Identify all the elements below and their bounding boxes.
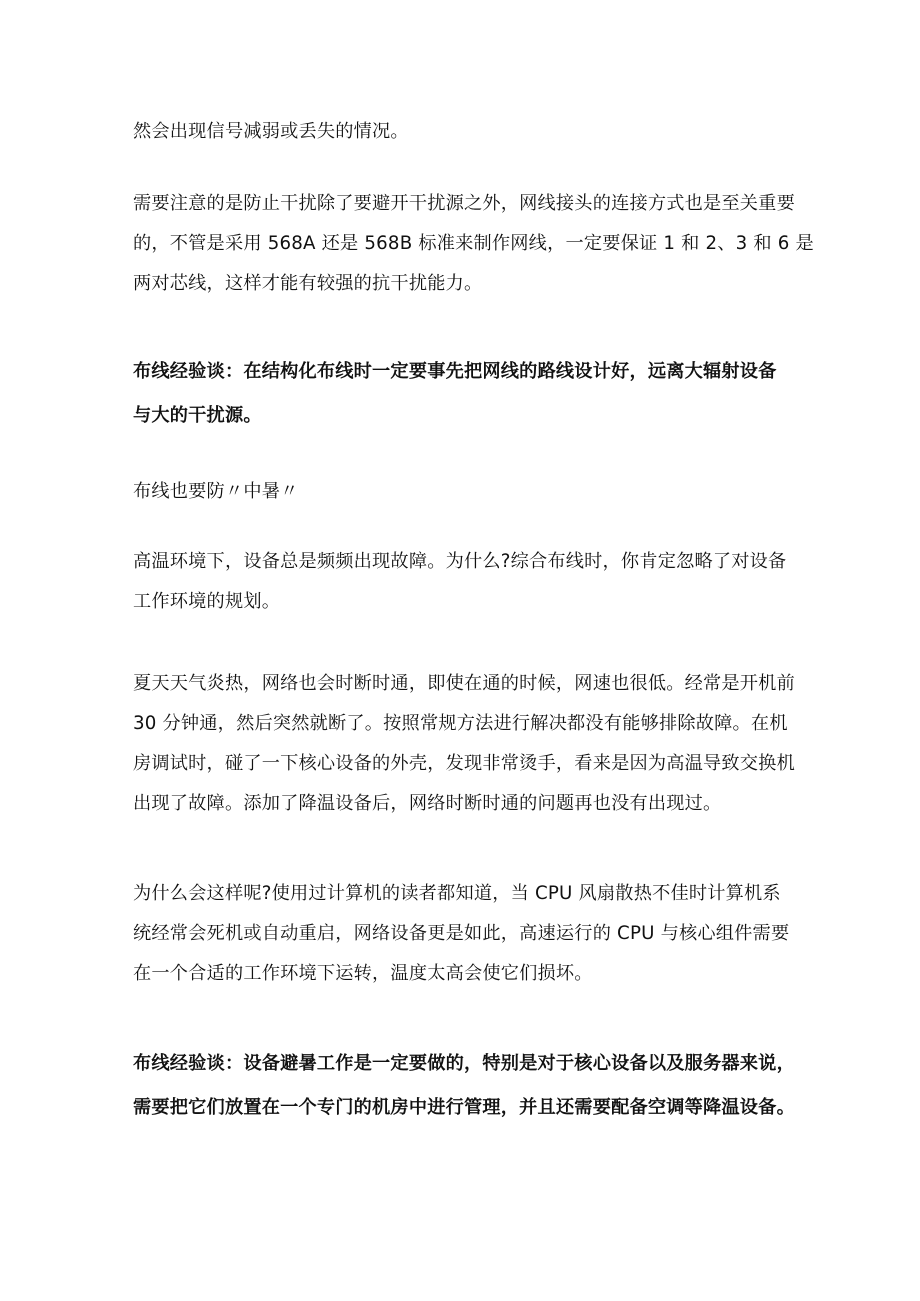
text-line: 出现了故障。添加了降温设备后，网络时断时通的问题再也没有出现过。 xyxy=(133,793,722,814)
text-line: 布线经验谈：在结构化布线时一定要事先把网线的路线设计好，远离大辐射设备 xyxy=(133,361,777,382)
text-line: 与大的干扰源。 xyxy=(133,405,262,426)
paragraph-summer-network xyxy=(133,664,797,824)
text-line: 为什么会这样呢?使用过计算机的读者都知道，当 CPU 风扇散热不佳时计算机系 xyxy=(133,883,781,904)
paragraph-cpu-cooling xyxy=(133,874,797,994)
paragraph-tip-route-planning xyxy=(133,350,797,438)
paragraph-signal-loss xyxy=(133,112,797,152)
paragraph-interference-wiring xyxy=(133,184,814,304)
section-heading-heatstroke xyxy=(133,472,797,512)
text-line: 布线经验谈：设备避暑工作是一定要做的，特别是对于核心设备以及服务器来说， xyxy=(133,1053,795,1074)
text-line: 30 分钟通，然后突然就断了。按照常规方法进行解决都没有能够排除故障。在机 xyxy=(133,713,788,734)
text-line: 布线也要防〃中暑〃 xyxy=(133,481,299,502)
paragraph-high-temperature xyxy=(133,542,797,622)
text-line: 在一个合适的工作环境下运转，温度太高会使它们损坏。 xyxy=(133,963,593,984)
text-line: 工作环境的规划。 xyxy=(133,591,281,612)
text-line: 的，不管是采用 568A 还是 568B 标准来制作网线，一定要保证 1 和 2、3 和 6 是 xyxy=(133,233,814,254)
text-line: 夏天天气炎热，网络也会时断时通，即使在通的时候，网速也很低。经常是开机前 xyxy=(133,673,795,694)
text-line: 需要注意的是防止干扰除了要避开干扰源之外，网线接头的连接方式也是至关重要 xyxy=(133,193,795,214)
text-line: 房调试时，碰了一下核心设备的外壳，发现非常烫手，看来是因为高温导致交换机 xyxy=(133,753,795,774)
text-line: 两对芯线，这样才能有较强的抗干扰能力。 xyxy=(133,273,483,294)
text-line: 高温环境下，设备总是频频出现故障。为什么?综合布线时，你肯定忽略了对设备 xyxy=(133,551,787,572)
text-line: 然会出现信号减弱或丢失的情况。 xyxy=(133,121,409,142)
text-line: 需要把它们放置在一个专门的机房中进行管理，并且还需要配备空调等降温设备。 xyxy=(133,1097,795,1118)
paragraph-tip-cooling xyxy=(133,1042,797,1130)
text-line: 统经常会死机或自动重启，网络设备更是如此，高速运行的 CPU 与核心组件需要 xyxy=(133,923,790,944)
